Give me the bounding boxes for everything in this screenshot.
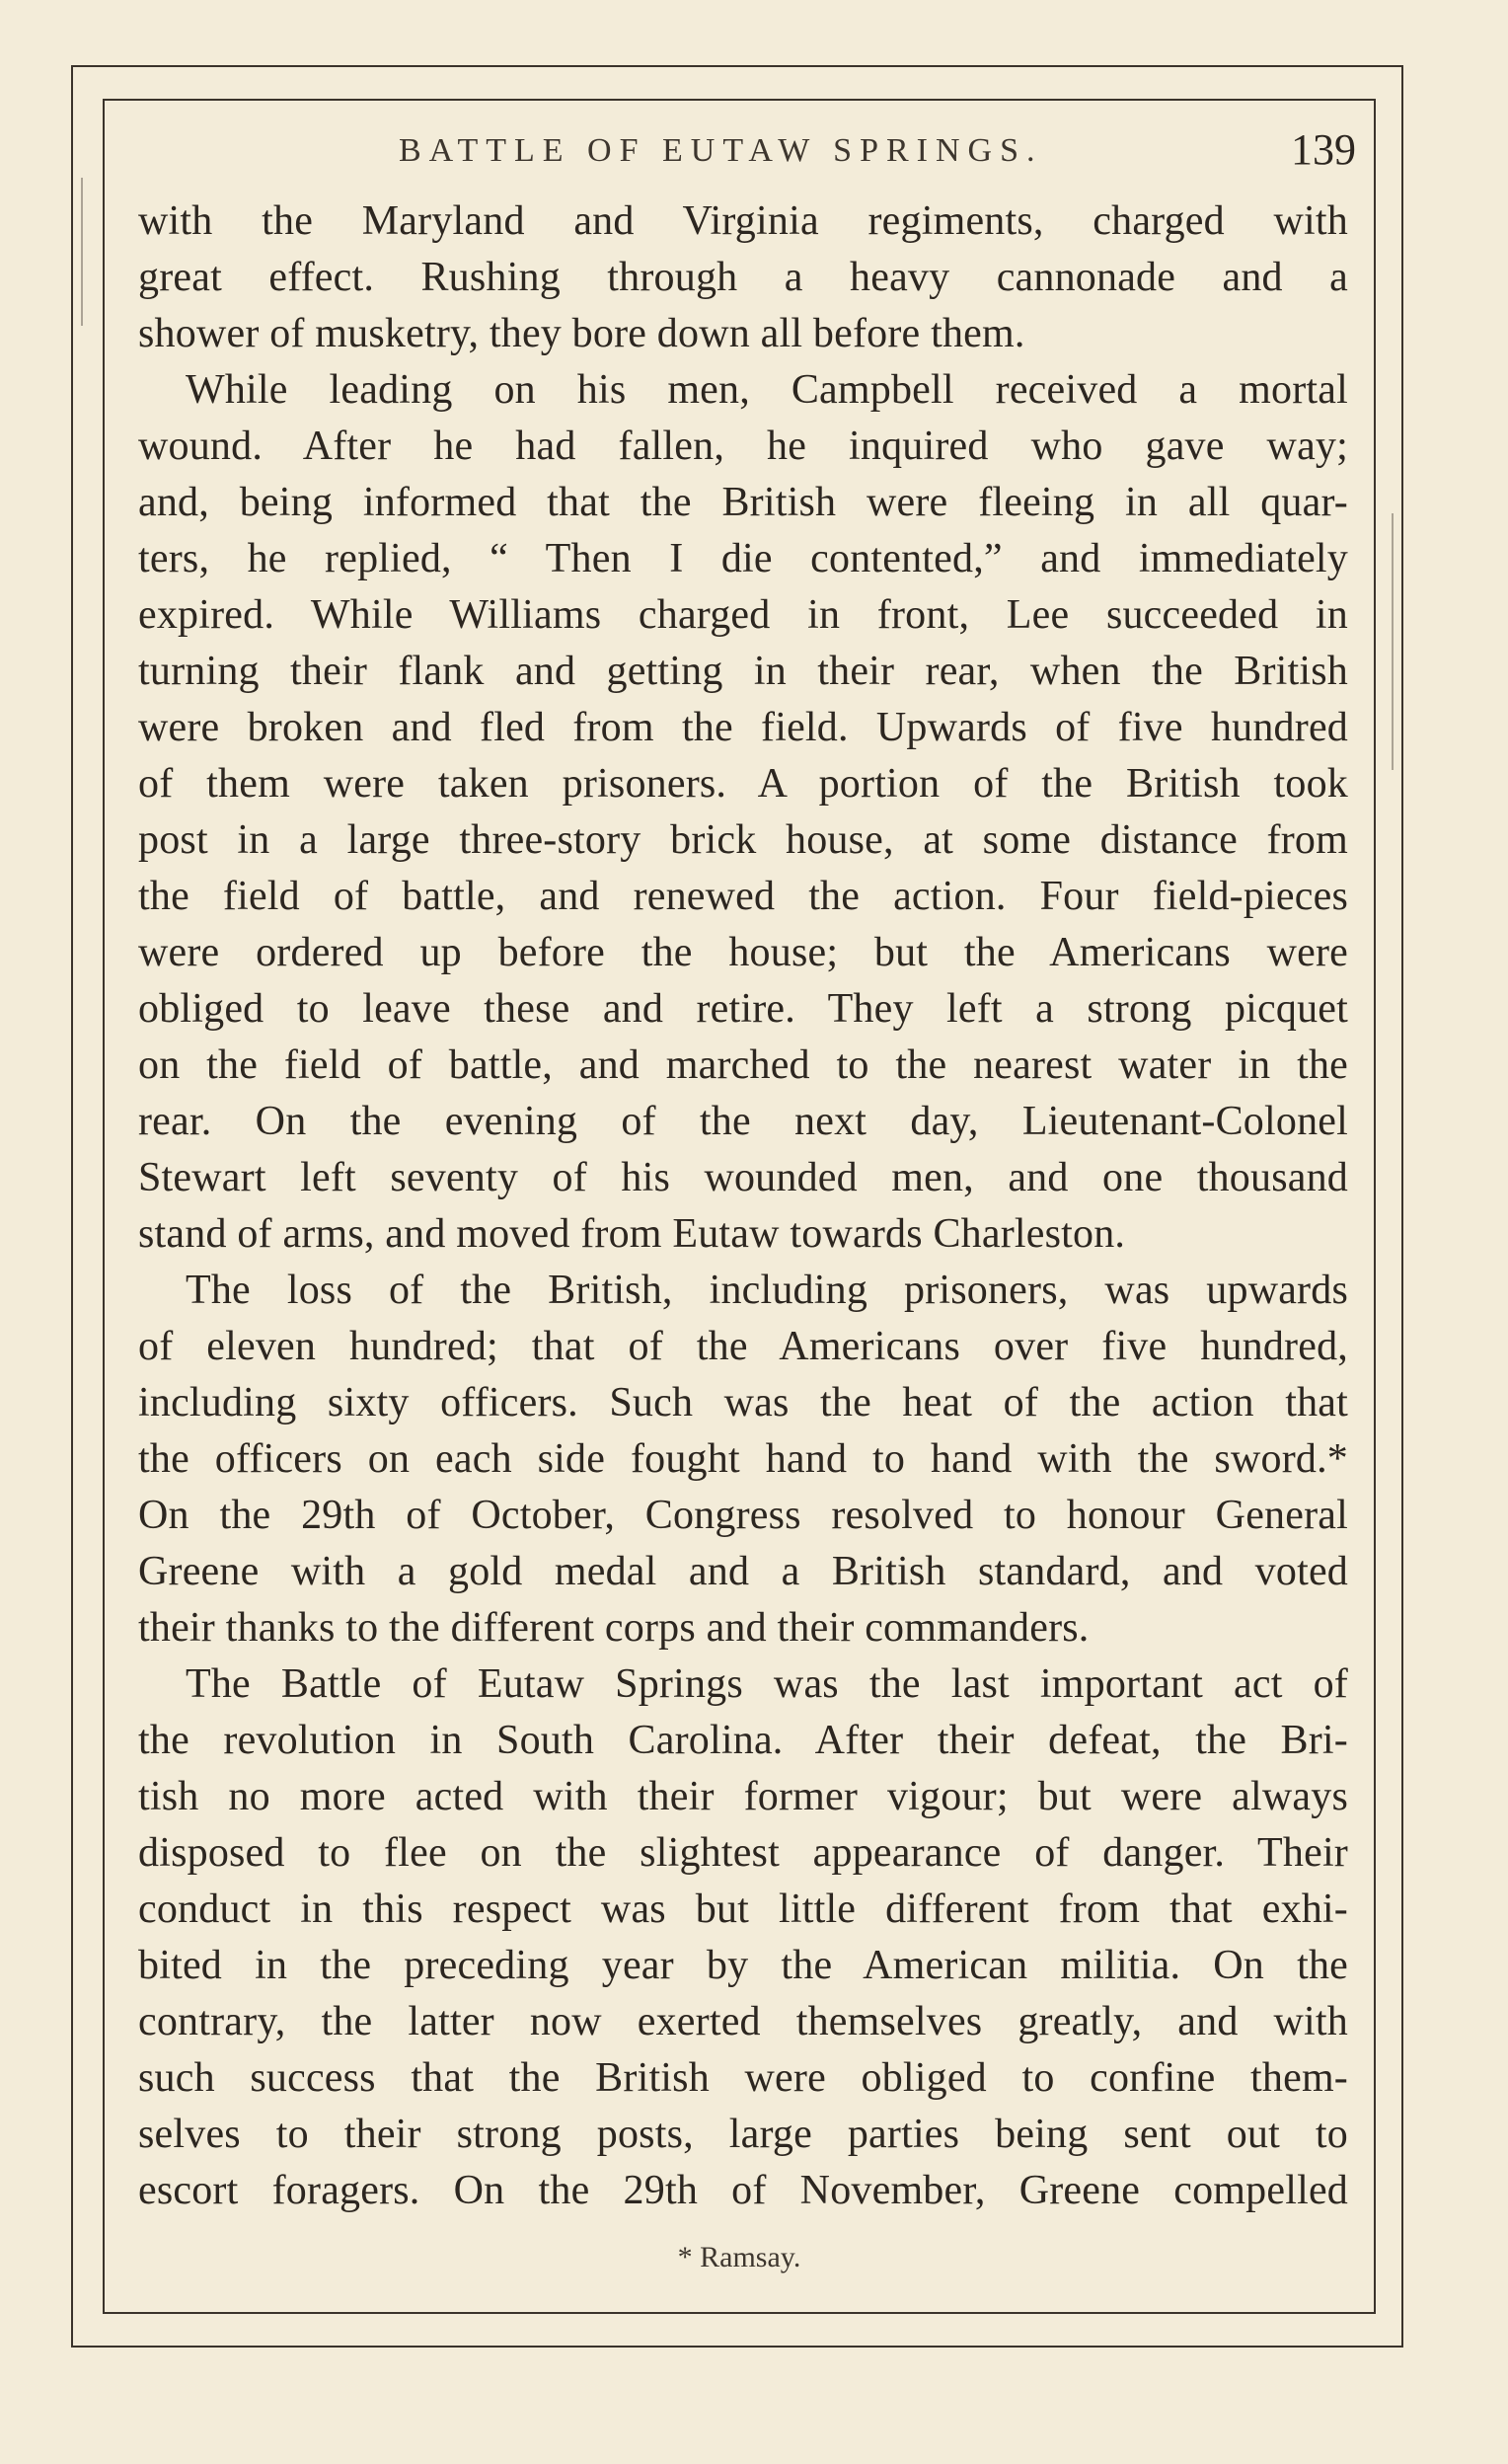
text-line: on the field of battle, and marched to the nearest water in the [138, 1042, 1348, 1088]
text-line: stand of arms, and moved from Eutaw towards Charleston. [138, 1211, 1126, 1257]
text-line: of them were taken prisoners. A portion of the British took [138, 761, 1348, 807]
text-line: wound. After he had fallen, he inquired who gave way; [138, 424, 1348, 469]
text-line: the officers on each side fought hand to hand with the sword.* [138, 1436, 1348, 1482]
text-line: contrary, the latter now exerted themselves greatly, and with [138, 1999, 1348, 2044]
text-line: ters, he replied, “ Then I die contented,” and immediately [138, 536, 1348, 581]
text-line: the field of battle, and renewed the action. Four field-pieces [138, 874, 1348, 919]
footnote: * Ramsay. [677, 2241, 801, 2273]
text-line: rear. On the evening of the next day, Lieutenant-Colonel [138, 1099, 1348, 1144]
text-line: including sixty officers. Such was the heat of the action that [138, 1380, 1348, 1425]
text-line: shower of musketry, they bore down all before them. [138, 311, 1025, 356]
text-line: with the Maryland and Virginia regiments, charged with [138, 198, 1348, 244]
margin-mark [81, 178, 83, 326]
running-title: BATTLE OF EUTAW SPRINGS. [399, 132, 1043, 169]
text-line: conduct in this respect was but little different from that exhi- [138, 1886, 1348, 1932]
text-line: post in a large three-story brick house, at some distance from [138, 817, 1348, 863]
text-line: the revolution in South Carolina. After their defeat, the Bri- [138, 1718, 1348, 1763]
text-line: were ordered up before the house; but the Americans were [138, 930, 1348, 975]
page-number: 139 [1291, 125, 1356, 174]
text-line: tish no more acted with their former vigour; but were always [138, 1774, 1348, 1819]
text-line: Greene with a gold medal and a British standard, and voted [138, 1549, 1348, 1594]
text-line: their thanks to the different corps and their commanders. [138, 1605, 1090, 1651]
text-line: The loss of the British, including prisoners, was upwards [186, 1268, 1348, 1313]
text-line: Stewart left seventy of his wounded men, and one thousand [138, 1155, 1348, 1200]
text-line: great effect. Rushing through a heavy cannonade and a [138, 255, 1348, 300]
text-line: turning their flank and getting in their rear, when the British [138, 649, 1348, 694]
text-line: expired. While Williams charged in front, Lee succeeded in [138, 592, 1348, 638]
text-line: such success that the British were obliged to confine them- [138, 2055, 1348, 2101]
text-line: On the 29th of October, Congress resolved to honour General [138, 1493, 1348, 1538]
text-line: obliged to leave these and retire. They left a strong picquet [138, 986, 1348, 1032]
text-line: escort foragers. On the 29th of November, Greene compelled [138, 2168, 1348, 2213]
text-line: disposed to flee on the slightest appearance of danger. Their [138, 1830, 1348, 1876]
margin-mark [1392, 513, 1394, 770]
text-line: bited in the preceding year by the American militia. On the [138, 1943, 1348, 1988]
text-line: of eleven hundred; that of the Americans over five hundred, [138, 1324, 1348, 1369]
text-line: The Battle of Eutaw Springs was the last important act of [186, 1661, 1348, 1707]
text-line: While leading on his men, Campbell received a mortal [186, 367, 1348, 413]
text-line: selves to their strong posts, large parties being sent out to [138, 2112, 1348, 2157]
body-text [138, 193, 1348, 2219]
text-line: and, being informed that the British were fleeing in all quar- [138, 480, 1348, 525]
text-line: were broken and fled from the field. Upwards of five hundred [138, 705, 1348, 750]
running-head [103, 124, 1376, 184]
